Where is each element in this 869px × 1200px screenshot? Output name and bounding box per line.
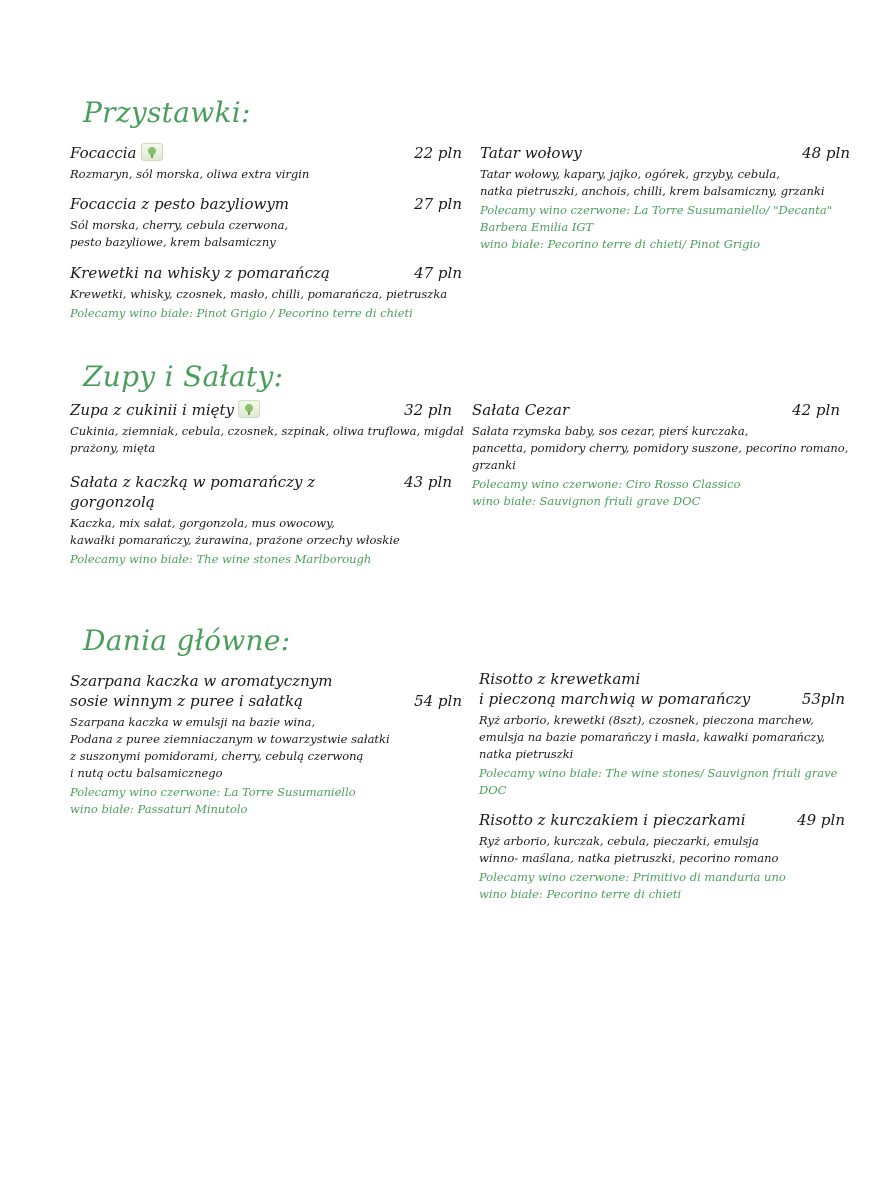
menu-item-szarpana-kaczka xyxy=(70,671,462,818)
item-description: Ryż arborio, krewetki (8szt), czosnek, pieczona marchew, emulsja na bazie pomarańczy i masła, kawałki pomarańczy, natka pietruszki xyxy=(479,713,825,761)
item-price: 48 pln xyxy=(802,144,850,162)
item-name: Krewetki na whisky z pomarańczą xyxy=(70,264,330,282)
menu-item-risotto-krewetki xyxy=(479,669,845,799)
item-name: Risotto z krewetkami i pieczoną marchwią w pomarańczy xyxy=(479,670,751,708)
section-heading-starters: Przystawki: xyxy=(83,96,251,129)
item-name: Szarpana kaczka w aromatycznym sosie winnym z puree i sałatką xyxy=(70,672,333,710)
section-heading-soups-salads: Zupy i Sałaty: xyxy=(83,360,284,393)
menu-item-risotto-kurczak xyxy=(479,810,845,903)
item-description: Sól morska, cherry, cebula czerwona, pesto bazyliowe, krem balsamiczny xyxy=(70,218,289,249)
item-price: 22 pln xyxy=(414,144,462,162)
item-name: Zupa z cukinii i mięty xyxy=(70,400,260,420)
leaf-icon xyxy=(238,400,260,418)
item-name: Risotto z kurczakiem i pieczarkami xyxy=(479,811,746,829)
item-price: 32 pln xyxy=(404,401,452,419)
item-description: Cukinia, ziemniak, cebula, czosnek, szpinak, oliwa truflowa, migdał prażony, mięta xyxy=(70,424,464,455)
item-description: Szarpana kaczka w emulsji na bazie wina, Podana z puree ziemniaczanym w towarzystwie sałatki z suszonymi pomidorami, cherry, cebulą czerwoną i nutą octu balsamicznego xyxy=(70,715,390,780)
menu-item-tatar xyxy=(480,143,850,253)
item-price: 47 pln xyxy=(414,264,462,282)
item-price: 27 pln xyxy=(414,195,462,213)
leaf-icon xyxy=(141,143,163,161)
menu-item-focaccia-pesto xyxy=(70,194,462,251)
item-price: 53pln xyxy=(801,690,845,708)
item-price: 43 pln xyxy=(404,473,452,491)
item-description: Tatar wołowy, kapary, jajko, ogórek, grzyby, cebula, natka pietruszki, anchois, chilli, krem balsamiczny, grzanki xyxy=(480,167,825,198)
wine-recommendation: Polecamy wino czerwone: La Torre Susumaniello wino białe: Passaturi Minutolo xyxy=(70,785,356,816)
item-description: Kaczka, mix sałat, gorgonzola, mus owocowy, kawałki pomarańczy, żurawina, prażone orzechy włoskie xyxy=(70,516,400,547)
section-heading-main-dishes: Dania główne: xyxy=(83,624,291,657)
item-description: Sałata rzymska baby, sos cezar, pierś kurczaka, pancetta, pomidory cherry, pomidory suszone, pecorino romano, grzanki xyxy=(472,424,849,472)
item-price: 42 pln xyxy=(792,401,840,419)
wine-recommendation: Polecamy wino czerwone: Ciro Rosso Classico wino białe: Sauvignon friuli grave DOC xyxy=(472,477,741,508)
item-price: 54 pln xyxy=(414,692,462,710)
item-description: Rozmaryn, sól morska, oliwa extra virgin xyxy=(70,167,310,181)
item-name: Focaccia z pesto bazyliowym xyxy=(70,195,290,213)
item-name: Sałata Cezar xyxy=(472,401,570,419)
menu-item-salata-cezar xyxy=(472,400,849,510)
item-description: Krewetki, whisky, czosnek, masło, chilli, pomarańcza, pietruszka xyxy=(70,287,448,301)
menu-item-focaccia xyxy=(70,143,462,183)
menu-item-zupa-cukinia xyxy=(70,400,464,457)
wine-recommendation: Polecamy wino czerwone: Primitivo di manduria uno wino białe: Pecorino terre di chieti xyxy=(479,870,786,901)
item-name: Sałata z kaczką w pomarańczy z gorgonzolą xyxy=(70,473,316,511)
item-name: Focaccia xyxy=(70,143,163,163)
menu-item-krewetki xyxy=(70,263,462,322)
item-description: Ryż arborio, kurczak, cebula, pieczarki, emulsja winno- maślana, natka pietruszki, pecorino romano xyxy=(479,834,779,865)
menu-item-salata-kaczka xyxy=(70,472,452,568)
item-name: Tatar wołowy xyxy=(480,144,582,162)
wine-recommendation: Polecamy wino białe: The wine stones Marlborough xyxy=(70,552,372,566)
wine-recommendation: Polecamy wino białe: The wine stones/ Sauvignon friuli grave DOC xyxy=(479,766,838,797)
wine-recommendation: Polecamy wino białe: Pinot Grigio / Pecorino terre di chieti xyxy=(70,306,413,320)
item-price: 49 pln xyxy=(797,811,845,829)
wine-recommendation: Polecamy wino czerwone: La Torre Susumaniello/ "Decanta" Barbera Emilia IGT wino białe: Pecorino terre di chieti/ Pinot Grigio xyxy=(480,203,832,251)
